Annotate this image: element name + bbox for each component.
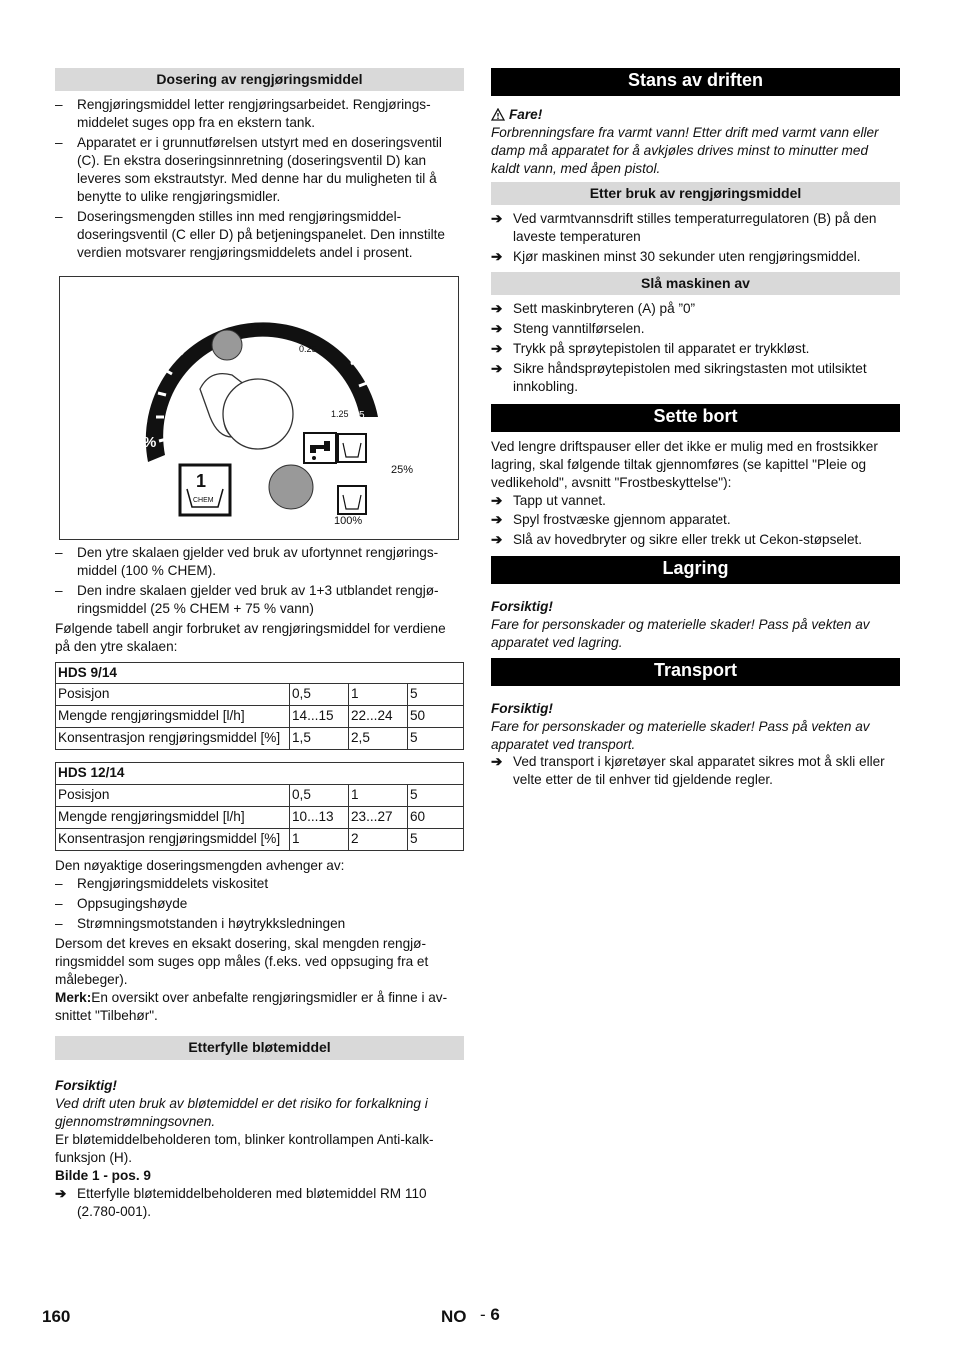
table-row: Konsentrasjon rengjøringsmiddel [%] 1,5 2,5 5 <box>56 728 464 750</box>
merk-note: Merk:En oversikt over anbefalte rengjøringsmidler er å finne i av-snittet "Tilbehør". <box>55 989 448 1023</box>
arrow-icon: ➔ <box>491 754 503 770</box>
sette-bort-text: Ved lengre driftspauser eller det ikke er mulig med en frostsikker lagring, skal følgende tiltak gjennomføres (se kapittel "Pleie og vedlikehold", avsnitt "Frostbeskyttelse"): <box>491 438 878 490</box>
caution-label: Forsiktig! <box>491 599 553 615</box>
table-hds-9-14 <box>55 662 464 751</box>
table-row: Mengde rengjøringsmiddel [l/h] 10...13 23...27 60 <box>56 807 464 829</box>
pct100-label: 100% <box>334 514 363 527</box>
list-item: – Rengjøringsmiddel letter rengjøringsarbeidet. Rengjørings-middelet suges opp fra en ekstern tank. <box>55 97 431 131</box>
section-heading-sla-av: Slå maskinen av <box>491 272 900 295</box>
caution-label: Forsiktig! <box>491 700 553 716</box>
bilde-ref: Bilde 1 - pos. 9 <box>55 1167 151 1183</box>
table-row: Posisjon 0,5 1 5 <box>56 684 464 706</box>
outer-label-5: 5 <box>359 409 365 421</box>
warning-triangle-icon <box>491 108 505 121</box>
right-column <box>491 68 900 791</box>
arrow-icon: ➔ <box>491 248 503 264</box>
inner-label-125: 1.25 <box>331 408 349 419</box>
section-heading-etterfylle: Etterfylle bløtemiddel <box>55 1036 464 1059</box>
arrow-icon: ➔ <box>491 532 503 548</box>
step-item: ➔ Kjør maskinen minst 30 sekunder uten rengjøringsmiddel. <box>491 248 861 264</box>
step-item: ➔ Tapp ut vannet. <box>491 492 606 508</box>
caution-text: Ved drift uten bruk av bløtemiddel er det risiko for forkalkning i gjennomstrømningsovnen. <box>55 1095 428 1129</box>
list-item: – Apparatet er i grunnutførelsen utstyrt med en doseringsventil (C). En ekstra doseringsinnretning (doseringsventil D) kan leveres som ekstrautstyr. Med denne har du muligheten til å benytte to ulike rengjøringsmidler. <box>55 135 442 205</box>
caution-label: Forsiktig! <box>55 1077 117 1093</box>
depends-intro: Den nøyaktige doseringsmengden avhenger av: <box>55 858 345 874</box>
inner-label-012: 0.12 <box>248 321 266 332</box>
table-row: Posisjon 0,5 1 5 <box>56 785 464 807</box>
language-code: NO <box>441 1307 467 1326</box>
arrow-icon: ➔ <box>491 210 503 226</box>
step-item: ➔ Sett maskinbryteren (A) på ”0” <box>491 301 696 317</box>
outer-label-0: 0 <box>142 416 148 428</box>
lagring-text: Fare for personskader og materielle skader! Pass på vekten av apparatet ved lagring. <box>491 617 870 650</box>
step-item: ➔ Trykk på sprøytepistolen til apparatet er trykkløst. <box>491 341 810 357</box>
etterfylle-text: Er bløtemiddelbeholderen tom, blinker kontrollampen Anti-kalk-funksjon (H). <box>55 1131 434 1165</box>
transport-text: Fare for personskader og materielle skader! Pass på vekten av apparatet ved transport. <box>491 718 870 752</box>
step-item: ➔ Slå av hovedbryter og sikre eller trekk ut Cekon-støpselet. <box>491 532 863 548</box>
section-heading-sette-bort: Sette bort <box>491 404 900 432</box>
dosing-dial-illustration <box>60 277 458 539</box>
section-heading-lagring: Lagring <box>491 556 900 584</box>
list-item: – Oppsugingshøyde <box>55 895 188 911</box>
table-intro: Følgende tabell angir forbruket av rengjøringsmiddel for verdiene på den ytre skalaen: <box>55 620 446 654</box>
list-item: – Den ytre skalaen gjelder ved bruk av ufortynnet rengjørings-middel (100 % CHEM). <box>55 544 439 578</box>
outer-label-1: 1 <box>324 330 330 342</box>
step-item: ➔ Ved varmtvannsdrift stilles temperaturregulatoren (B) på den laveste temperaturen <box>491 210 877 244</box>
arrow-icon: ➔ <box>491 512 503 528</box>
section-heading-dosering: Dosering av rengjøringsmiddel <box>55 68 464 91</box>
section-heading-etter-bruk: Etter bruk av rengjøringsmiddel <box>491 182 900 205</box>
arrow-icon: ➔ <box>491 341 503 357</box>
arrow-icon: ➔ <box>491 321 503 337</box>
numeral-label: 1 <box>196 470 207 491</box>
percent-label: % <box>143 433 157 451</box>
arrow-icon: ➔ <box>55 1185 67 1201</box>
step-item: ➔ Spyl frostvæske gjennom apparatet. <box>491 512 731 528</box>
list-item: – Doseringsmengden stilles inn med rengjøringsmiddel-doseringsventil (C eller D) på betjeningspanelet. Den innstilte verdien motsvarer rengjøringsmiddelets andel i prosent. <box>55 209 445 260</box>
left-column <box>55 68 464 1222</box>
section-heading-stans: Stans av driften <box>491 68 900 96</box>
table-row: Konsentrasjon rengjøringsmiddel [%] 1 2 5 <box>56 829 464 851</box>
section-page-number: - 6 <box>480 1305 500 1324</box>
list-item: – Strømningsmotstanden i høytrykksledningen <box>55 915 346 931</box>
arrow-icon: ➔ <box>491 492 503 508</box>
danger-label: Fare! <box>491 106 900 124</box>
step-item: ➔ Ved transport i kjøretøyer skal apparatet sikres mot å skli eller velte etter de til enhver tid gjeldende regler. <box>491 754 885 788</box>
arrow-icon: ➔ <box>491 301 503 317</box>
exact-dosing-text: Dersom det kreves en eksakt dosering, skal mengden rengjø-ringsmiddel som suges opp måles (f.eks. ved oppsuging fra et målebeger). <box>55 935 429 987</box>
table-row: Mengde rengjøringsmiddel [l/h] 14...15 22...24 50 <box>56 706 464 728</box>
page-number: 160 <box>42 1307 71 1326</box>
list-item: – Den indre skalaen gjelder ved bruk av 1+3 utblandet rengjø-ringsmiddel (25 % CHEM + 75 % vann) <box>55 582 439 616</box>
step-item: ➔ Etterfylle bløtemiddelbeholderen med bløtemiddel RM 110 (2.780-001). <box>55 1185 427 1219</box>
arrow-icon: ➔ <box>491 361 503 377</box>
table-hds-12-14 <box>55 762 464 851</box>
table-title: HDS 12/14 <box>56 763 464 785</box>
step-item: ➔ Sikre håndsprøytepistolen med sikringstasten mot utilsiktet innkobling. <box>491 361 867 394</box>
section-heading-transport: Transport <box>491 658 900 686</box>
outer-label-05: 0.5 <box>252 305 266 317</box>
danger-text: Forbrenningsfare fra varmt vann! Etter drift med varmt vann eller damp må apparatet for å avkjøles drives minst to minutter med kaldt vann, med åpen pistol. <box>491 124 879 176</box>
inner-label-025: 0.25 <box>299 343 317 354</box>
list-item: – Rengjøringsmiddelets viskositet <box>55 875 269 891</box>
table-title: HDS 9/14 <box>56 662 464 684</box>
step-item: ➔ Steng vanntilførselen. <box>491 321 645 337</box>
chem-label: CHEM <box>193 496 214 504</box>
pct25-label: 25% <box>391 463 414 476</box>
dosing-dial-figure <box>59 276 459 540</box>
